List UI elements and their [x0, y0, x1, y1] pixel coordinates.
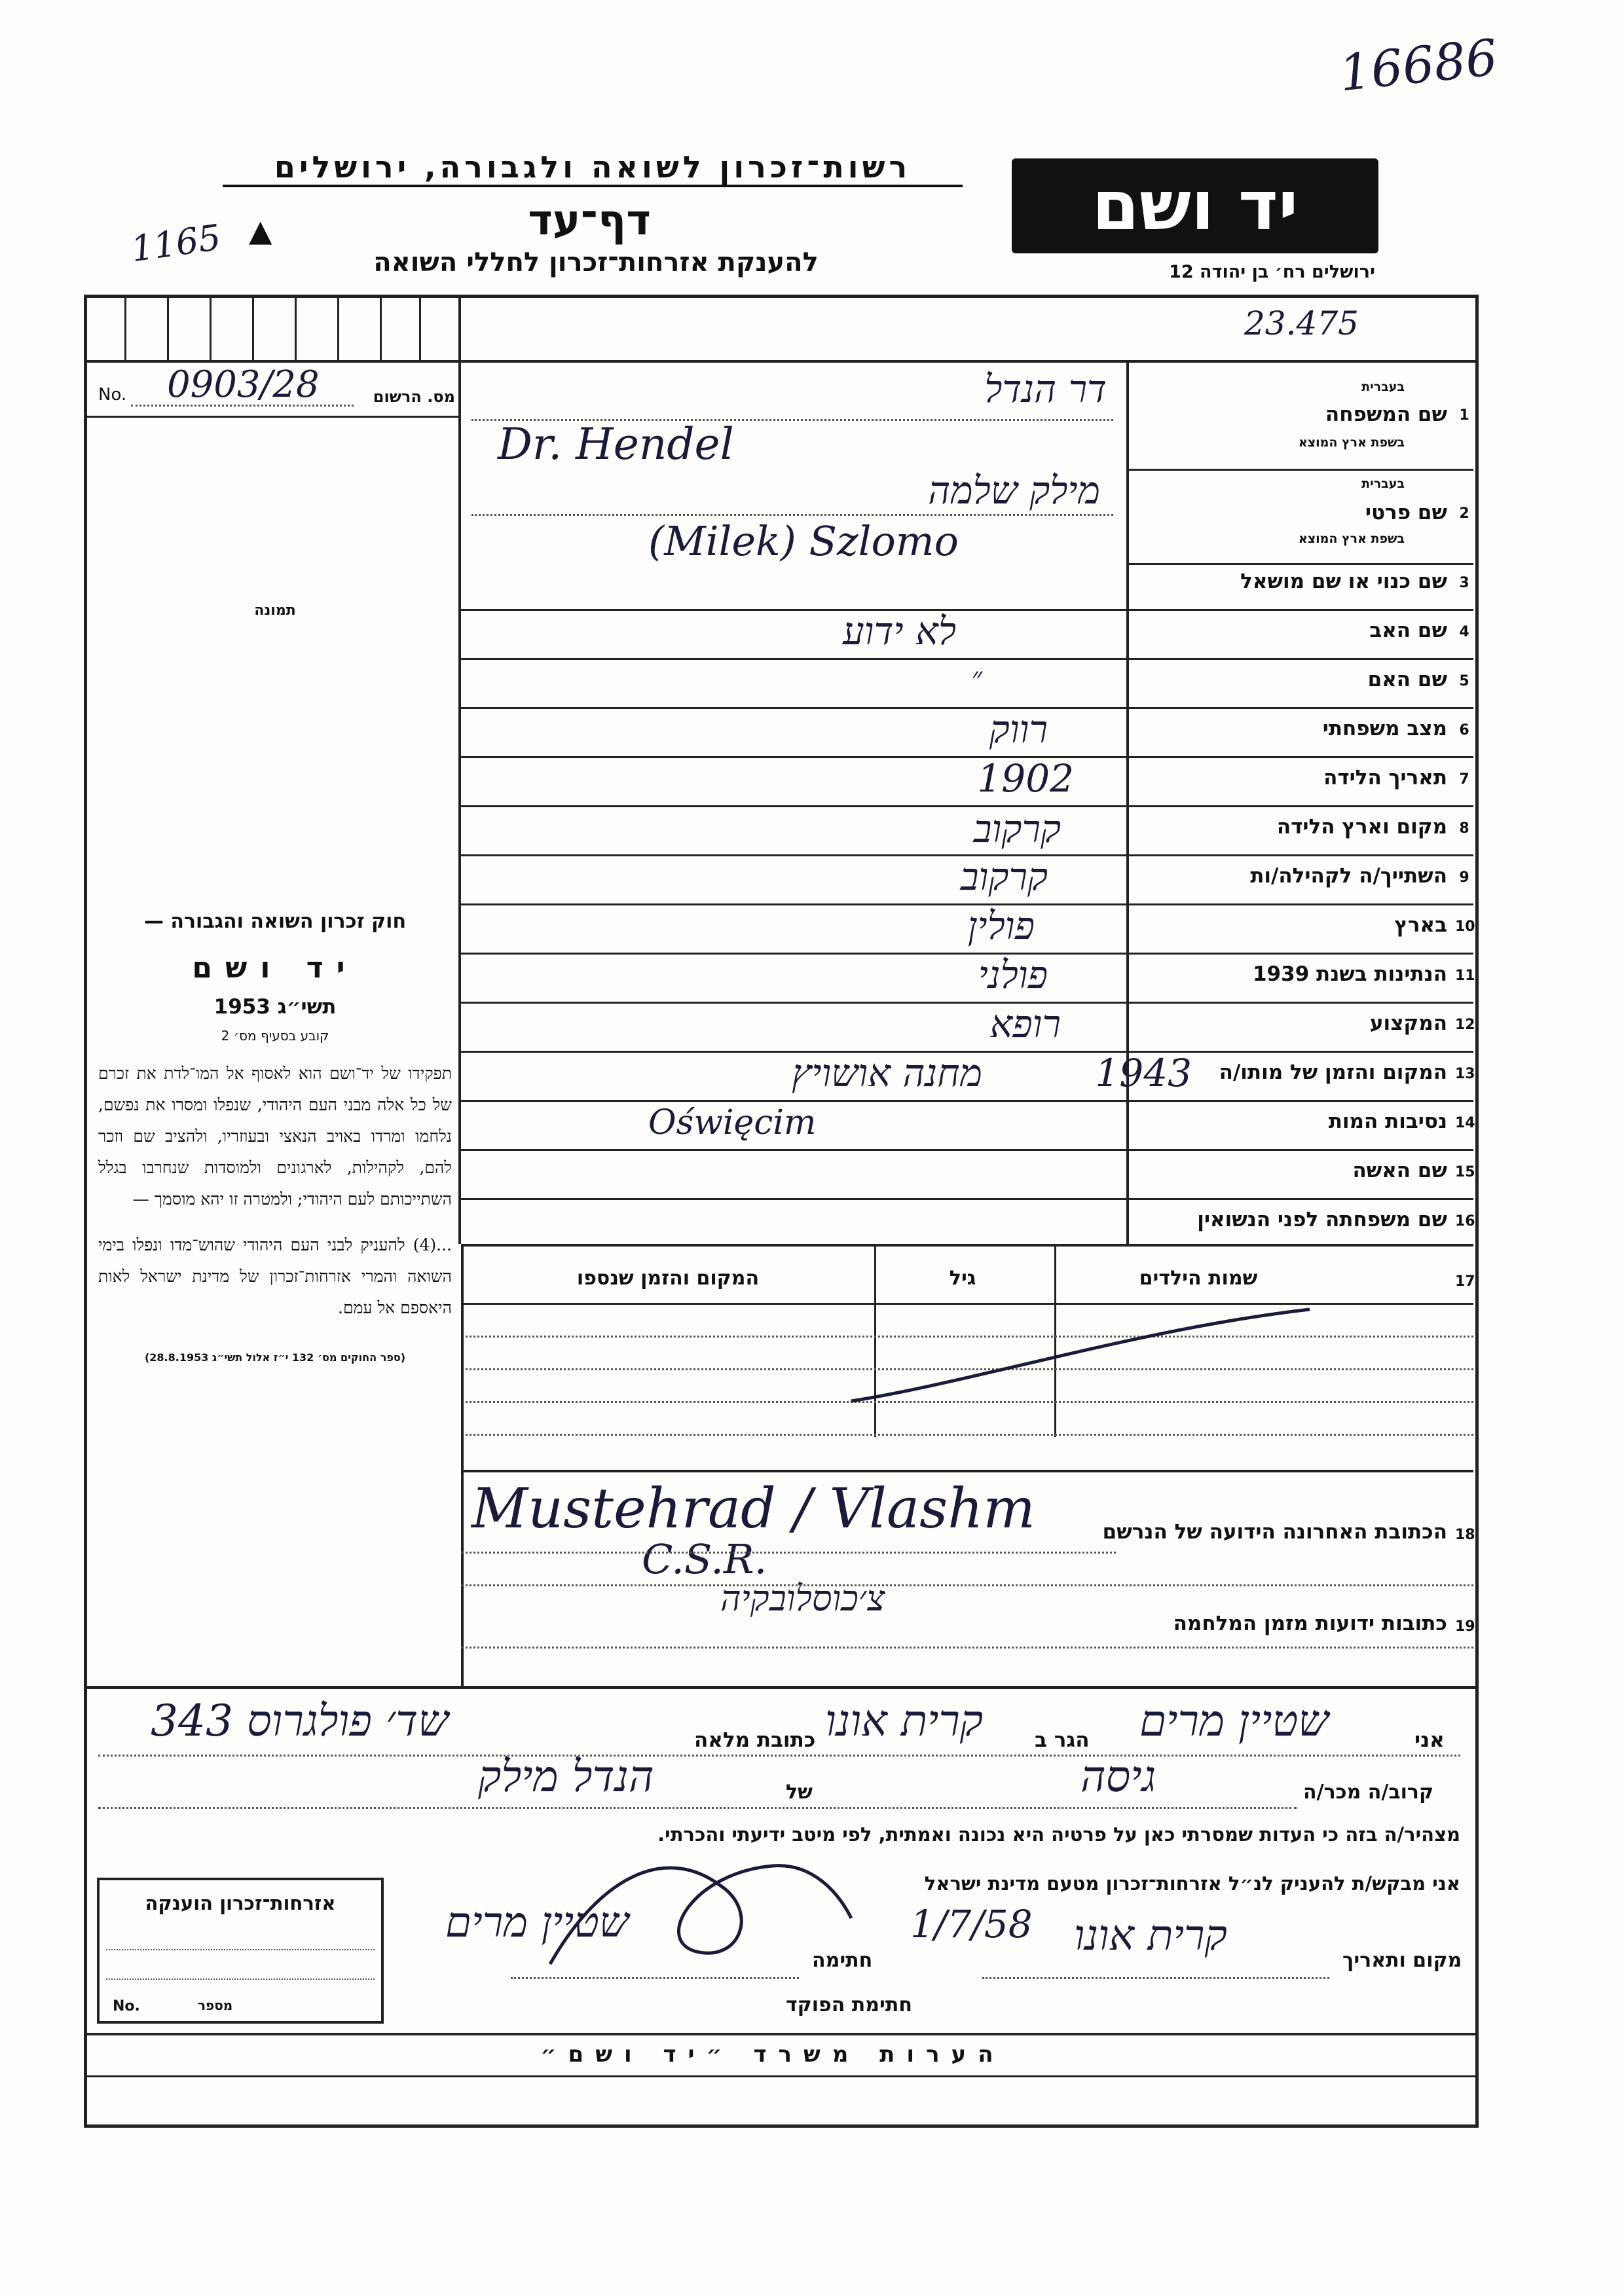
- field-3-num: 3: [1459, 575, 1469, 591]
- form-subtitle: להענקת אזרחות־זכרון לחללי השואה: [373, 247, 819, 278]
- law-source: (ספר החוקים מס׳ 132 י״ז אלול תשי״ג 28.8.1953): [144, 1351, 406, 1364]
- field-10-label: בארץ: [1394, 913, 1447, 937]
- children-strike-line: [845, 1303, 1316, 1434]
- logo-text: יד ושם: [1092, 166, 1299, 246]
- decl-signature-value[interactable]: שטיין מרים: [445, 1899, 629, 1947]
- field-5-label: שם האם: [1367, 668, 1447, 691]
- field-13-value-year[interactable]: 1943: [1095, 1051, 1192, 1095]
- field-2-label: שם פרטי: [1365, 501, 1447, 524]
- award-no: No.: [113, 1998, 140, 2014]
- address: ירושלים רח׳ בן יהודה 12: [1169, 262, 1375, 282]
- field-5-value[interactable]: ״: [971, 661, 982, 695]
- field-11-value[interactable]: פולני: [978, 953, 1048, 997]
- field-6-value[interactable]: רווק: [989, 707, 1048, 752]
- field-2-value-latin[interactable]: (Milek) Szlomo: [648, 517, 959, 565]
- field-1-label: שם המשפחה: [1325, 403, 1447, 426]
- decl-signature-label: חתימה: [812, 1949, 873, 1972]
- field-15-num: 15: [1455, 1164, 1475, 1180]
- field-16-num: 16: [1455, 1213, 1475, 1230]
- decl-full-address: כתובת מלאה: [694, 1728, 816, 1752]
- field-14-label: נסיבות המות: [1328, 1110, 1447, 1133]
- form-title: דף־עד: [528, 196, 651, 245]
- decl-request: אני מבקש/ת להעניק לנ״ל אזרחות־זכרון מטעם מדינת ישראל: [924, 1872, 1460, 1895]
- field-13-value-latin[interactable]: Oświęcim: [648, 1103, 817, 1142]
- registration-number: 0903/28: [167, 363, 320, 406]
- field-9-label: השתייך/ה לקהילה/ות: [1250, 864, 1447, 888]
- children-col-names: שמות הילדים: [1139, 1267, 1258, 1290]
- field-1-value-latin[interactable]: Dr. Hendel: [498, 419, 734, 469]
- field-19-label: כתובות ידועות מזמן המלחמה: [1173, 1612, 1447, 1635]
- decl-officer-label: חתימת הפוקד: [786, 1994, 912, 2016]
- field-4-value[interactable]: לא ידוע: [842, 609, 956, 653]
- decl-relation-value[interactable]: גיסה: [1080, 1751, 1156, 1802]
- field-18-label: הכתובת האחרונה הידועה של הנרשם: [1102, 1520, 1447, 1544]
- field-8-value[interactable]: קרקוב: [973, 807, 1061, 851]
- field-2-sub1: בעברית: [1361, 477, 1405, 491]
- field-10-num: 10: [1455, 919, 1475, 935]
- law-clause: קובע בסעיף מס׳ 2: [221, 1028, 329, 1044]
- field-12-num: 12: [1455, 1017, 1475, 1033]
- handwritten-number: 1165: [128, 216, 224, 270]
- signature-scribble: [524, 1833, 864, 2003]
- footer-remarks: הערות משרד ״יד ושם״: [540, 2041, 1005, 2068]
- field-18-value-country-heb[interactable]: צ׳כוסלובקיה: [720, 1578, 885, 1619]
- field-1-sub1: בעברית: [1361, 380, 1405, 394]
- decl-of: של: [786, 1781, 813, 1804]
- registration-no-label: No.: [98, 385, 127, 405]
- field-4-label: שם האב: [1369, 619, 1447, 642]
- children-col-place: המקום והזמן שנספו: [576, 1267, 760, 1290]
- field-2-value[interactable]: מילק שלמה: [928, 468, 1100, 513]
- field-6-label: מצב משפחתי: [1322, 717, 1447, 740]
- field-18-value[interactable]: Mustehrad / Vlashm: [471, 1476, 1035, 1540]
- field-11-num: 11: [1455, 968, 1475, 984]
- arrow-mark: ▲: [249, 213, 272, 248]
- field-9-num: 9: [1459, 869, 1469, 886]
- field-6-num: 6: [1459, 722, 1469, 738]
- award-title: אזרחות־זכרון הוענקה: [145, 1892, 336, 1914]
- field-15-label: שם האשה: [1352, 1159, 1447, 1182]
- field-1-value[interactable]: דר הנדל: [984, 367, 1107, 411]
- field-3-label: שם כנוי או שם מושאל: [1240, 570, 1447, 593]
- yad-vashem-logo: [1012, 158, 1378, 253]
- field-18-num: 18: [1455, 1527, 1475, 1543]
- field-7-num: 7: [1459, 771, 1469, 788]
- law-paragraph-2: ...(4) להעניק לבני העם היהודי שהוש־מדו ונפלו בימי השואה והמרי אזרחות־זכרון של מדינת ישראל לאות היאספם אל עמם.: [98, 1235, 452, 1317]
- law-paragraph: תפקידו של יד־ושם הוא לאסוף אל המו־לדת את זכרם של כל אלה מבני העם היהודי, שנפלו ומסרו את נפשם, נלחמו ומרדו באויב הנאצי ובעוזריו, ולהציב שם וזכר להם, לקהילות, לארגונים ולמוסדות שנחרבו בגלל השתייכותם לעם היהודי; ולמטרה זו יהא מוסמך —: [98, 1064, 452, 1209]
- field-1-num: 1: [1459, 407, 1469, 424]
- field-8-num: 8: [1459, 820, 1469, 837]
- field-7-value[interactable]: 1902: [977, 756, 1074, 801]
- field-8-label: מקום וארץ הלידה: [1276, 815, 1447, 839]
- decl-date-value[interactable]: 1/7/58: [910, 1902, 1033, 1946]
- authority-title: רשות־זכרון לשואה ולגבורה, ירושלים: [223, 149, 963, 187]
- decl-resides: הגר ב: [1035, 1728, 1090, 1752]
- decl-place-date-label: מקום ותאריך: [1342, 1949, 1462, 1972]
- decl-place-value[interactable]: קרית אונו: [1074, 1912, 1227, 1960]
- field-19-num: 19: [1455, 1618, 1475, 1635]
- decl-of-value[interactable]: הנדל מילק: [478, 1751, 654, 1802]
- decl-street-value[interactable]: שד׳ פולגרוס 343: [151, 1696, 449, 1746]
- field-12-label: המקצוע: [1369, 1011, 1447, 1035]
- award-number-label: מספר: [198, 1997, 233, 2013]
- law-year: תשי״ג 1953: [213, 995, 337, 1019]
- field-5-num: 5: [1459, 673, 1469, 689]
- law-name: יד ושם: [192, 951, 358, 985]
- children-col-age: גיל: [949, 1267, 976, 1290]
- field-4-num: 4: [1459, 624, 1469, 640]
- field-2-num: 2: [1459, 505, 1469, 522]
- decl-name-value[interactable]: שטיין מרים: [1139, 1696, 1329, 1746]
- field-11-label: הנתינות בשנת 1939: [1252, 962, 1447, 986]
- field-2-sub2: בשפת ארץ המוצא: [1298, 532, 1405, 546]
- photo-label: תמונה: [254, 602, 296, 619]
- law-heading: חוק זכרון השואה והגבורה —: [143, 910, 407, 933]
- law-box: [98, 910, 452, 1364]
- field-13-num: 13: [1455, 1066, 1475, 1082]
- field-9-value[interactable]: קרקוב: [960, 854, 1048, 899]
- stamp-number: 23.475: [1244, 304, 1359, 342]
- field-14-num: 14: [1455, 1115, 1475, 1131]
- field-7-label: תאריך הלידה: [1323, 766, 1447, 790]
- archive-number: 16686: [1337, 27, 1500, 103]
- field-12-value[interactable]: רופא: [989, 1002, 1061, 1046]
- award-box: [97, 1878, 384, 2024]
- decl-ani: אני: [1414, 1728, 1445, 1752]
- decl-statement: מצהיר/ה בזה כי העדות שמסרתי כאן על פרטיה היא נכונה ואמתית, לפי מיטב ידיעתי והכרתי.: [657, 1823, 1460, 1846]
- field-18-value-country[interactable]: C.S.R.: [642, 1535, 767, 1583]
- field-13-label: המקום והזמן של מותו/ה: [1219, 1061, 1447, 1084]
- field-10-value[interactable]: פולין: [967, 903, 1035, 948]
- field-1-sub2: בשפת ארץ המוצא: [1298, 435, 1405, 450]
- children-num: 17: [1455, 1273, 1475, 1290]
- registration-label: מס. הרשום: [373, 388, 455, 406]
- field-13-value-place[interactable]: מחנה אושויץ: [792, 1051, 982, 1095]
- decl-relative: קרוב/ה מכר/ה: [1303, 1781, 1434, 1804]
- decl-city-value[interactable]: קרית אונו: [825, 1696, 984, 1746]
- field-16-label: שם משפחתה לפני הנשואין: [1197, 1208, 1447, 1231]
